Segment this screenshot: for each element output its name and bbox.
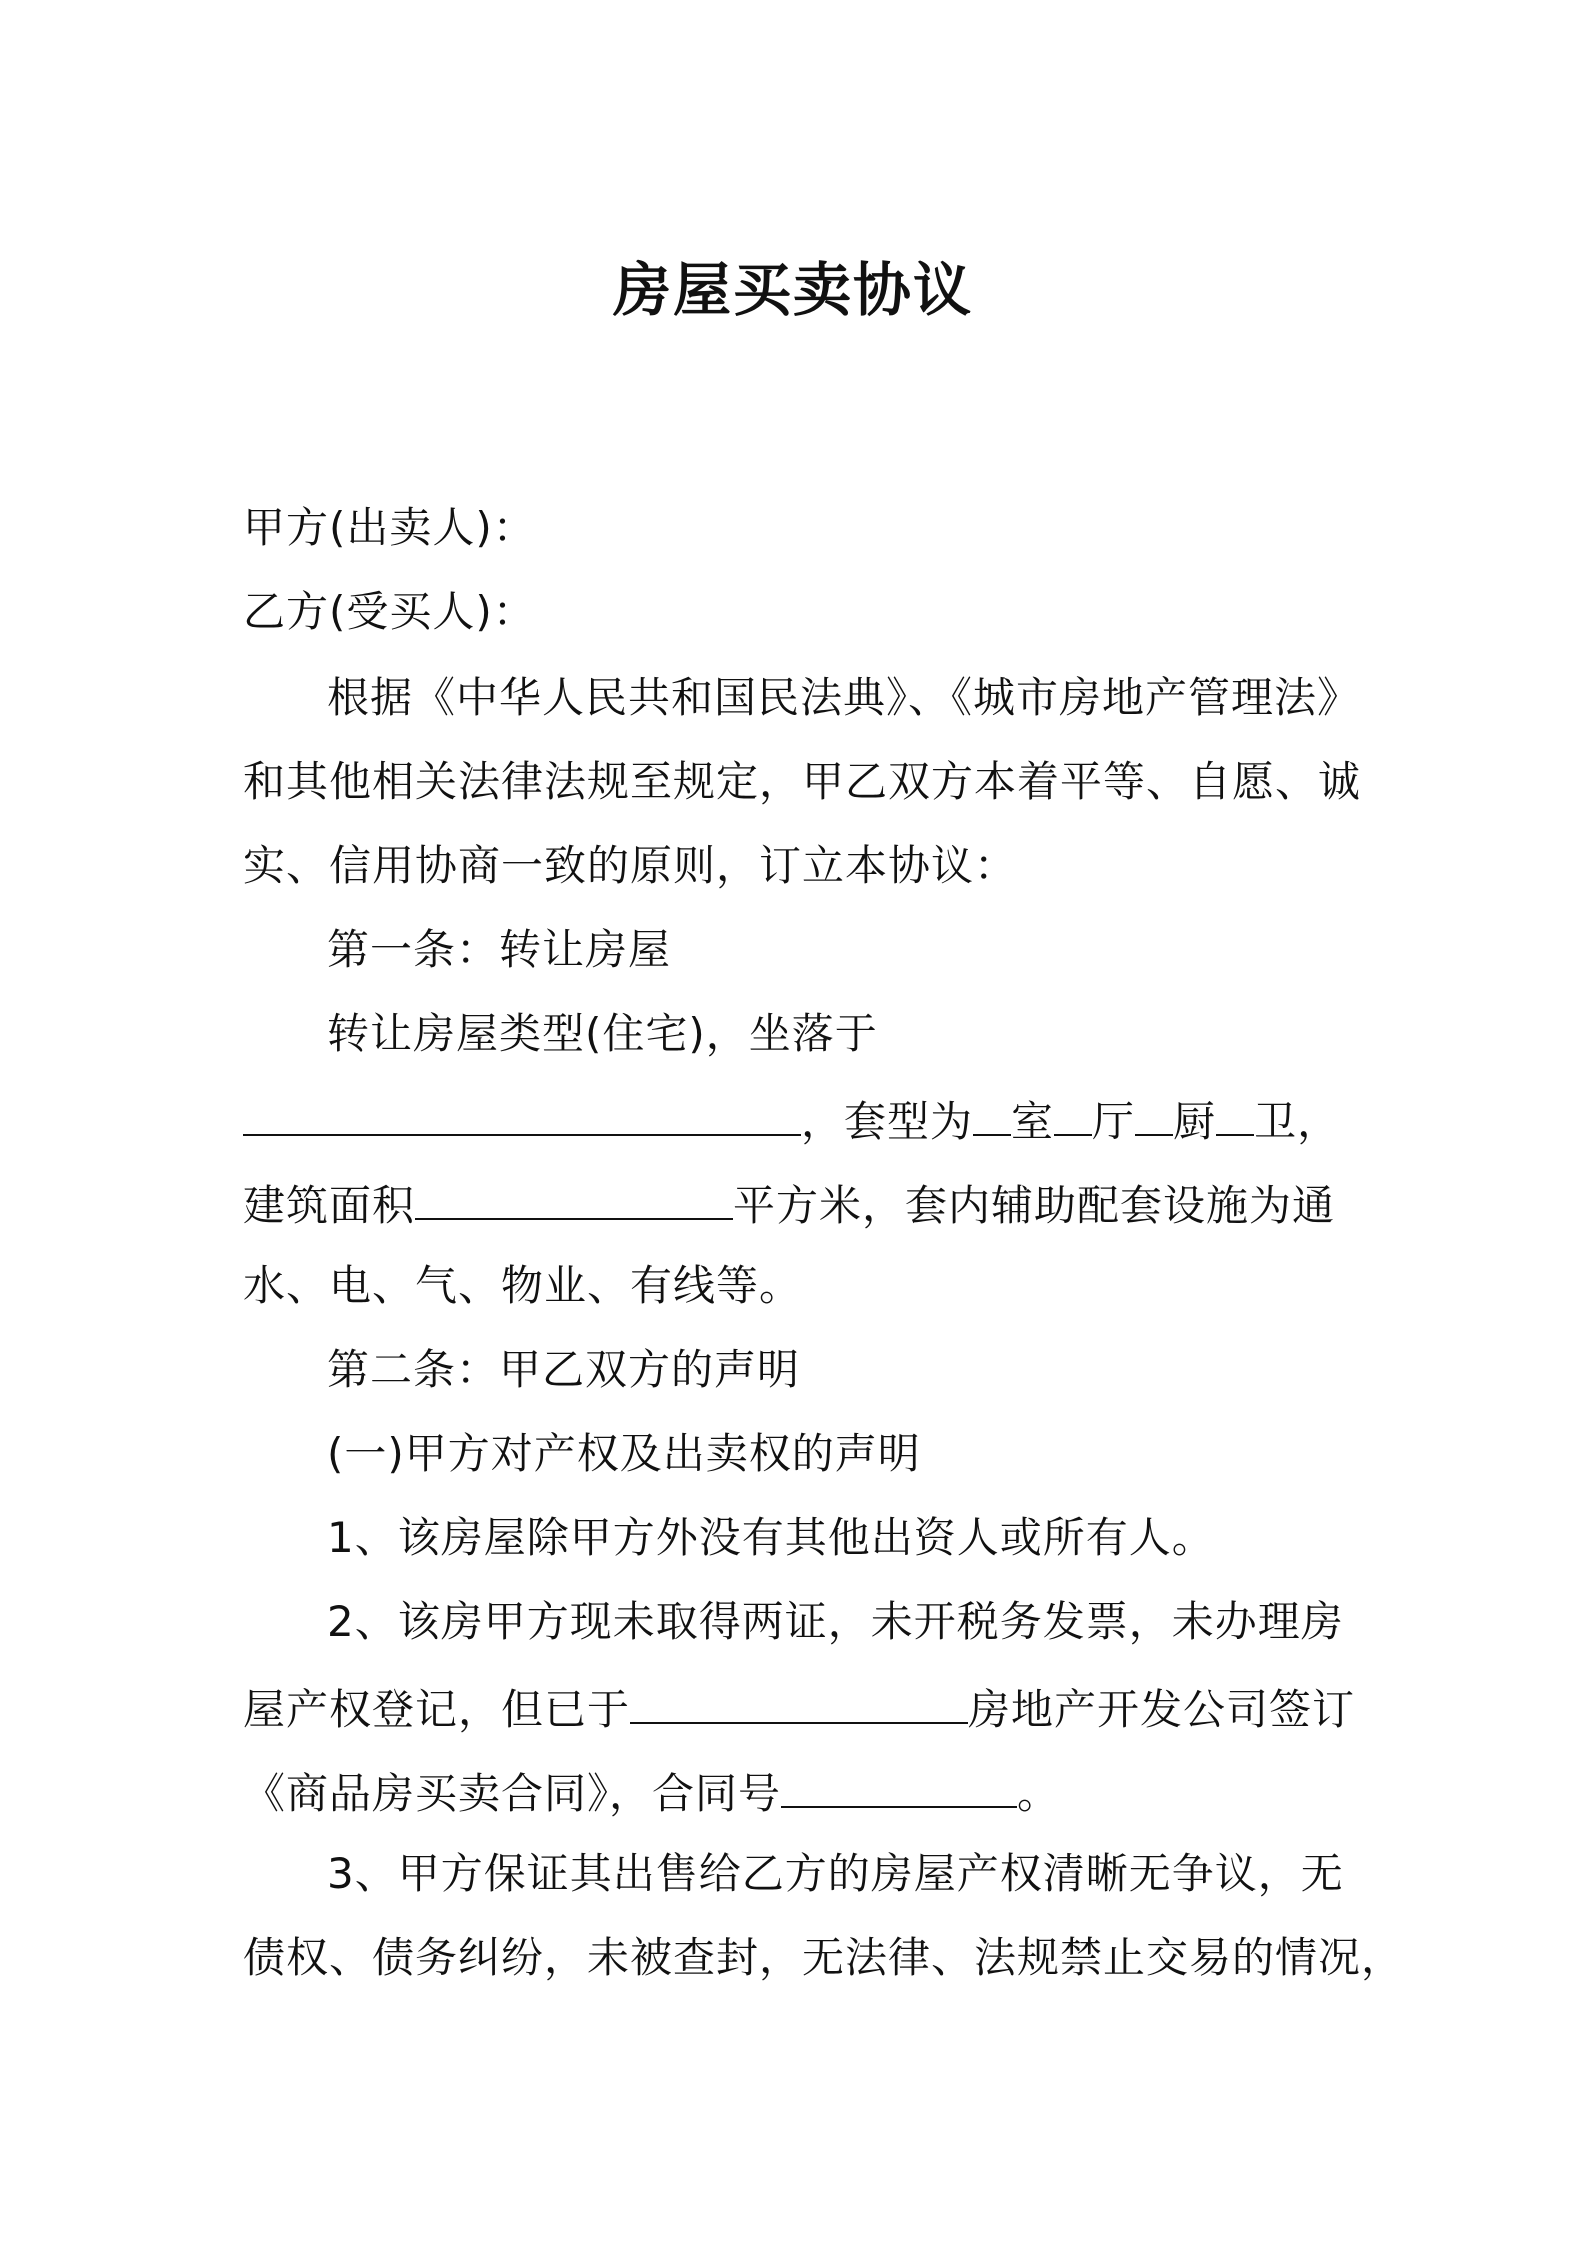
document-title: 房屋买卖协议 (612, 256, 973, 324)
article-2-item-3-line-2: 债权、债务纠纷，未被查封，无法律、法规禁止交易的情况， (243, 1933, 1405, 1982)
article-2-item-2-line-1: 2、该房甲方现未取得两证，未开税务发票，未办理房 (327, 1597, 1344, 1646)
area-blank (415, 1170, 733, 1220)
preamble-line-2: 和其他相关法律法规至规定，甲乙双方本着平等、自愿、诚 (243, 757, 1362, 806)
developer-blank (630, 1674, 968, 1724)
article-1-facilities: 水、电、气、物业、有线等。 (243, 1261, 803, 1310)
room-label: 室 (1011, 1097, 1055, 1146)
room-count-blank (973, 1086, 1011, 1136)
article-2-item-1: 1、该房屋除甲方外没有其他出资人或所有人。 (327, 1513, 1215, 1562)
contract-number-blank (781, 1758, 1017, 1808)
party-a-label: 甲方(出卖人)： (243, 503, 536, 552)
bath-label: 卫， (1254, 1097, 1341, 1146)
article-1-type-line: 转让房屋类型(住宅)，坐落于 (327, 1009, 878, 1058)
article-2-item-3-line-1: 3、甲方保证其出售给乙方的房屋产权清晰无争议，无 (327, 1849, 1344, 1898)
location-blank (243, 1086, 801, 1136)
layout-prefix: ，套型为 (801, 1097, 974, 1146)
item-2-line-3-suffix: 。 (1017, 1769, 1061, 1818)
kitchen-count-blank (1135, 1086, 1173, 1136)
item-2-line-3-prefix: 《商品房买卖合同》，合同号 (243, 1769, 782, 1818)
kitchen-label: 厨 (1173, 1097, 1217, 1146)
area-suffix: 平方米，套内辅助配套设施为通 (733, 1181, 1336, 1230)
article-1-heading: 第一条：转让房屋 (327, 925, 672, 974)
article-1-area-line (243, 1170, 1335, 1234)
area-label: 建筑面积 (243, 1181, 416, 1230)
article-2-item-2-line-2 (243, 1674, 1355, 1738)
item-2-line-2-suffix: 房地产开发公司签订 (968, 1685, 1356, 1734)
article-1-layout-line (243, 1086, 1340, 1150)
item-2-line-2-prefix: 屋产权登记，但已于 (243, 1685, 631, 1734)
preamble-line-3: 实、信用协商一致的原则，订立本协议： (243, 841, 1018, 890)
bath-count-blank (1216, 1086, 1254, 1136)
hall-count-blank (1054, 1086, 1092, 1136)
article-2-heading: 第二条：甲乙双方的声明 (327, 1345, 801, 1394)
hall-label: 厅 (1092, 1097, 1136, 1146)
party-b-label: 乙方(受买人)： (243, 587, 536, 636)
preamble-line-1: 根据《中华人民共和国民法典》、《城市房地产管理法》 (327, 673, 1361, 722)
article-2-item-2-line-3 (243, 1758, 1060, 1822)
article-2-sub-heading: (一)甲方对产权及出卖权的声明 (327, 1429, 921, 1478)
